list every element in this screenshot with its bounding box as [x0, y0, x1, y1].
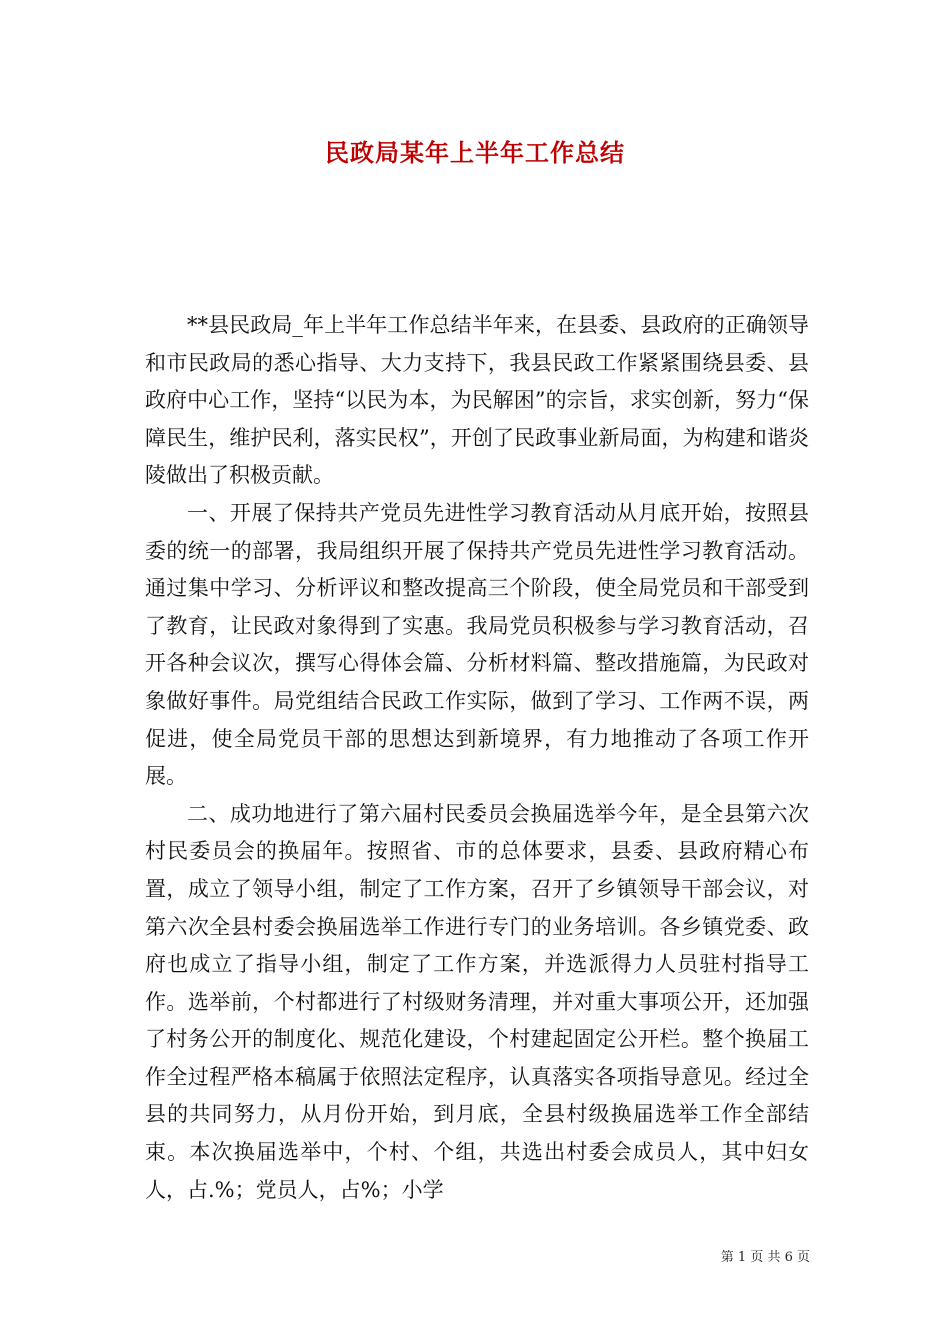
- page-number: 第 1 页 共 6 页: [720, 1250, 810, 1265]
- document-title: 民政局某年上半年工作总结: [325, 138, 625, 167]
- paragraph-section-2: 二、成功地进行了第六届村民委员会换届选举今年，是全县第六次村民委员会的换届年。按照省、市的总体要求，县委、县政府精心布置，成立了领导小组，制定了工作方案，召开了乡镇领导干部会议，对第六次全县村委会换届选举工作进行专门的业务培训。各乡镇党委、政府也成立了指导小组，制定了工作方案，并选派得力人员驻村指导工作。选举前，个村都进行了村级财务清理，并对重大事项公开，还加强了村务公开的制度化、规范化建设，个村建起固定公开栏。整个换届工作全过程严格本稿属于依照法定程序，认真落实各项指导意见。经过全县的共同努力，从月份开始，到月底，全县村级换届选举工作全部结束。本次换届选举中，个村、个组，共选出村委会成员人，其中妇女人，占.%；党员人，占%；小学: [145, 801, 809, 1202]
- paragraph-section-1: 一、开展了保持共产党员先进性学习教育活动从月底开始，按照县委的统一的部署，我局组织开展了保持共产党员先进性学习教育活动。通过集中学习、分析评议和整改提高三个阶段，使全局党员和干部受到了教育，让民政对象得到了实惠。我局党员积极参与学习教育活动，召开各种会议次，撰写心得体会篇、分析材料篇、整改措施篇，为民政对象做好事件。局党组结合民政工作实际，做到了学习、工作两不误，两促进，使全局党员干部的思想达到新境界，有力地推动了各项工作开展。: [145, 500, 809, 789]
- document-body: [145, 307, 809, 1209]
- paragraph-intro: **县民政局_年上半年工作总结半年来，在县委、县政府的正确领导和市民政局的悉心指导、大力支持下，我县民政工作紧紧围绕县委、县政府中心工作，坚持“以民为本，为民解困”的宗旨，求实创新，努力“保障民生，维护民利，落实民权”，开创了民政事业新局面，为构建和谐炎陵做出了积极贡献。: [145, 313, 809, 488]
